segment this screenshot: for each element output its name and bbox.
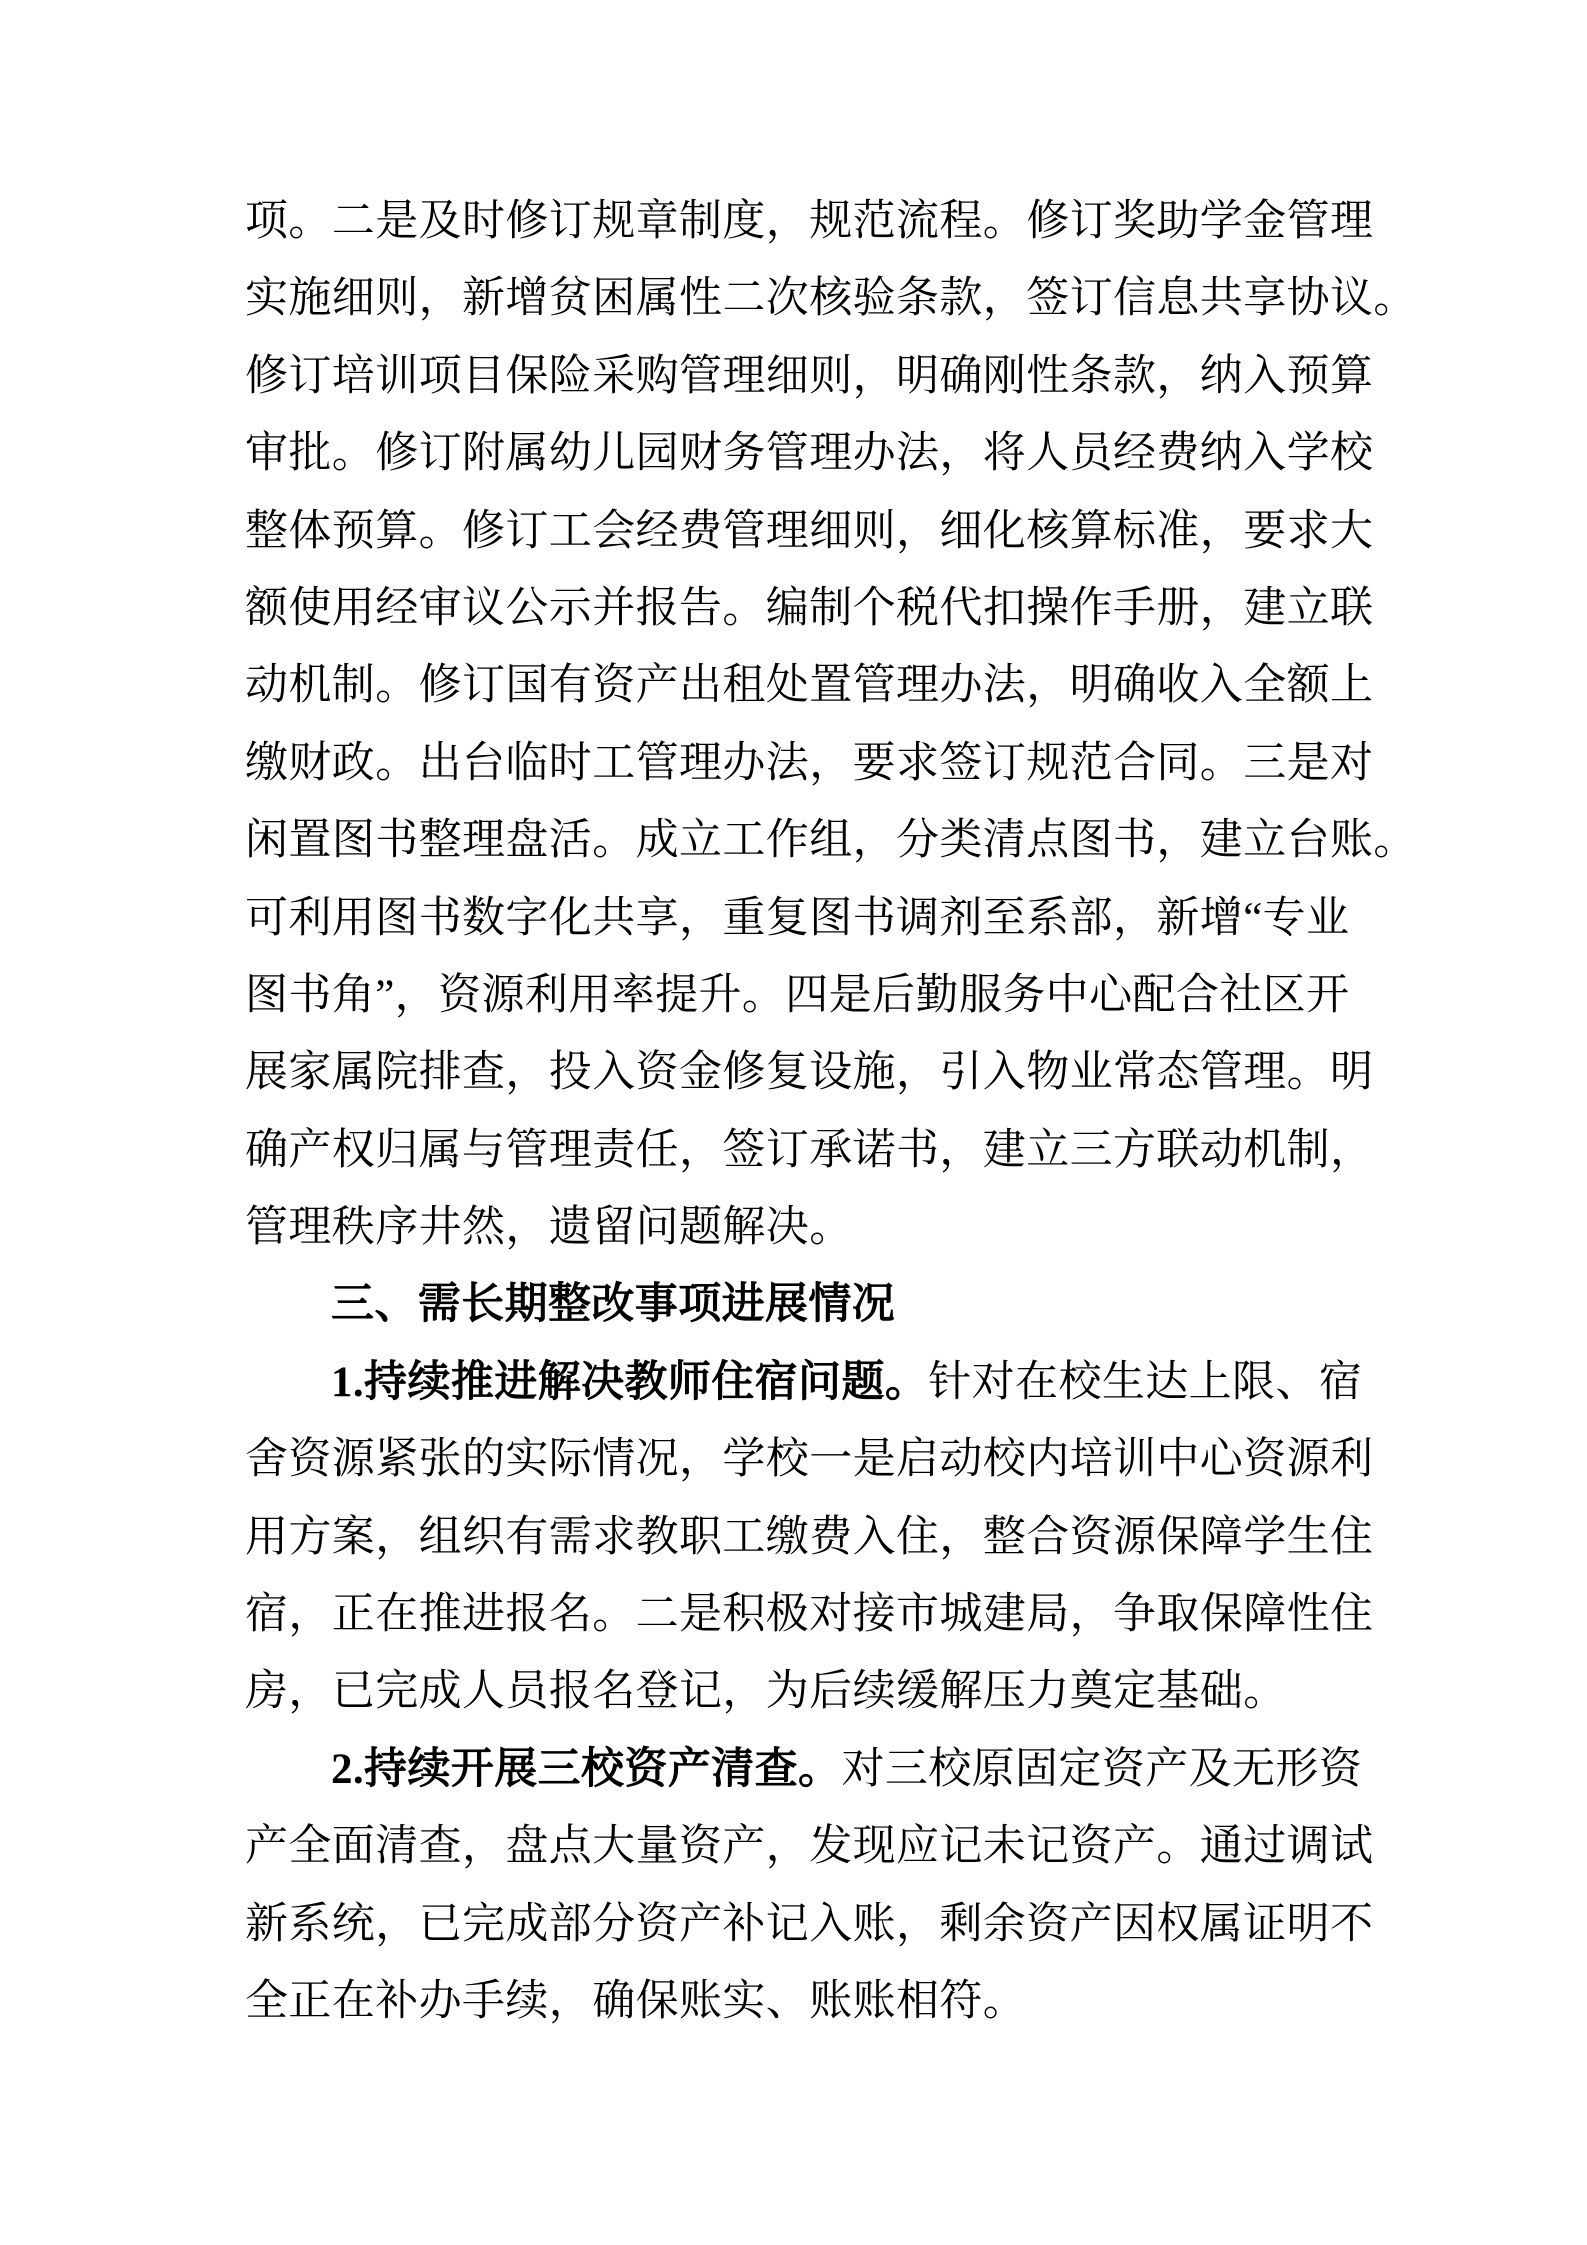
text-line (245, 880, 1375, 957)
line-text: 闲置图书整理盘活。成立工作组，分类清点图书，建立台账。 (245, 817, 1417, 865)
line-text: 项。二是及时修订规章制度，规范流程。修订奖助学金管理 (245, 198, 1374, 245)
text-line (245, 570, 1375, 647)
line-text: 全正在补办手续，确保账实、账账相符。 (245, 1977, 1027, 2025)
line-text: 舍资源紧张的实际情况，学校一是启动校内培训中心资源利 (245, 1436, 1374, 1484)
text-line (245, 1034, 1375, 1111)
text-line (245, 260, 1417, 337)
text-line (245, 1963, 1375, 2040)
line-text: 整体预算。修订工会经费管理细则，细化核算标准，要求大 (245, 507, 1374, 555)
line-text: 宿，正在推进报名。二是积极对接市城建局，争取保障性住 (245, 1591, 1374, 1639)
line-text: 针对在校生达上限、宿 (928, 1358, 1363, 1406)
line-text: 用方案，组织有需求教职工缴费入住，整合资源保障学生住 (245, 1513, 1374, 1561)
line-text: 额使用经审议公示并报告。编制个税代扣操作手册，建立联 (245, 584, 1374, 632)
text-line (245, 647, 1375, 724)
text-line (245, 1421, 1375, 1498)
line-text: 可利用图书数字化共享，重复图书调剂至系部，新增“专业 (245, 894, 1350, 942)
line-text: 展家属院排查，投入资金修复设施，引入物业常态管理。明 (245, 1049, 1374, 1097)
text-line (245, 1653, 1375, 1730)
line-text: 动机制。修订国有资产出租处置管理办法，明确收入全额上 (245, 662, 1374, 710)
line-text: 审批。修订附属幼儿园财务管理办法，将人员经费纳入学校 (245, 430, 1374, 478)
text-line (245, 415, 1375, 492)
text-line (245, 1344, 1375, 1421)
line-text: 房，已完成人员报名登记，为后续缓解压力奠定基础。 (245, 1668, 1287, 1716)
line-text: 缴财政。出台临时工管理办法，要求签订规范合同。三是对 (245, 739, 1374, 787)
text-line (245, 802, 1417, 879)
section-heading: 三、需长期整改事项进展情况 (331, 1280, 896, 1329)
line-text: 管理秩序井然，遗留问题解决。 (245, 1204, 853, 1252)
paragraph-lead-bold-text: 1.持续推进解决教师住宿问题。 (331, 1358, 929, 1406)
line-text: 图书角”，资源利用率提升。四是后勤服务中心配合社区开 (245, 971, 1350, 1019)
text-line (245, 183, 1375, 260)
text-line (245, 725, 1375, 802)
line-text: 新系统，已完成部分资产补记入账，剩余资产因权属证明不 (245, 1900, 1374, 1948)
text-line (245, 1189, 1375, 1266)
text-column (245, 183, 1417, 2040)
text-line (245, 1112, 1375, 1189)
line-text: 修订培训项目保险采购管理细则，明确刚性条款，纳入预算 (245, 352, 1374, 400)
text-line (245, 957, 1375, 1034)
line-text: 产全面清查，盘点大量资产，发现应记未记资产。通过调试 (245, 1823, 1374, 1871)
text-line (245, 1886, 1375, 1963)
line-text: 确产权归属与管理责任，签订承诺书，建立三方联动机制， (245, 1126, 1374, 1174)
paragraph-lead-bold-text: 2.持续开展三校资产清查。 (331, 1745, 842, 1793)
text-line (245, 493, 1375, 570)
line-text: 对三校原固定资产及无形资 (841, 1745, 1363, 1793)
text-line (245, 1731, 1375, 1808)
text-line (245, 338, 1375, 415)
text-line (245, 1499, 1375, 1576)
line-text: 实施细则，新增贫困属性二次核验条款，签订信息共享协议。 (245, 275, 1417, 323)
text-line (245, 1576, 1375, 1653)
text-line (245, 1808, 1375, 1885)
